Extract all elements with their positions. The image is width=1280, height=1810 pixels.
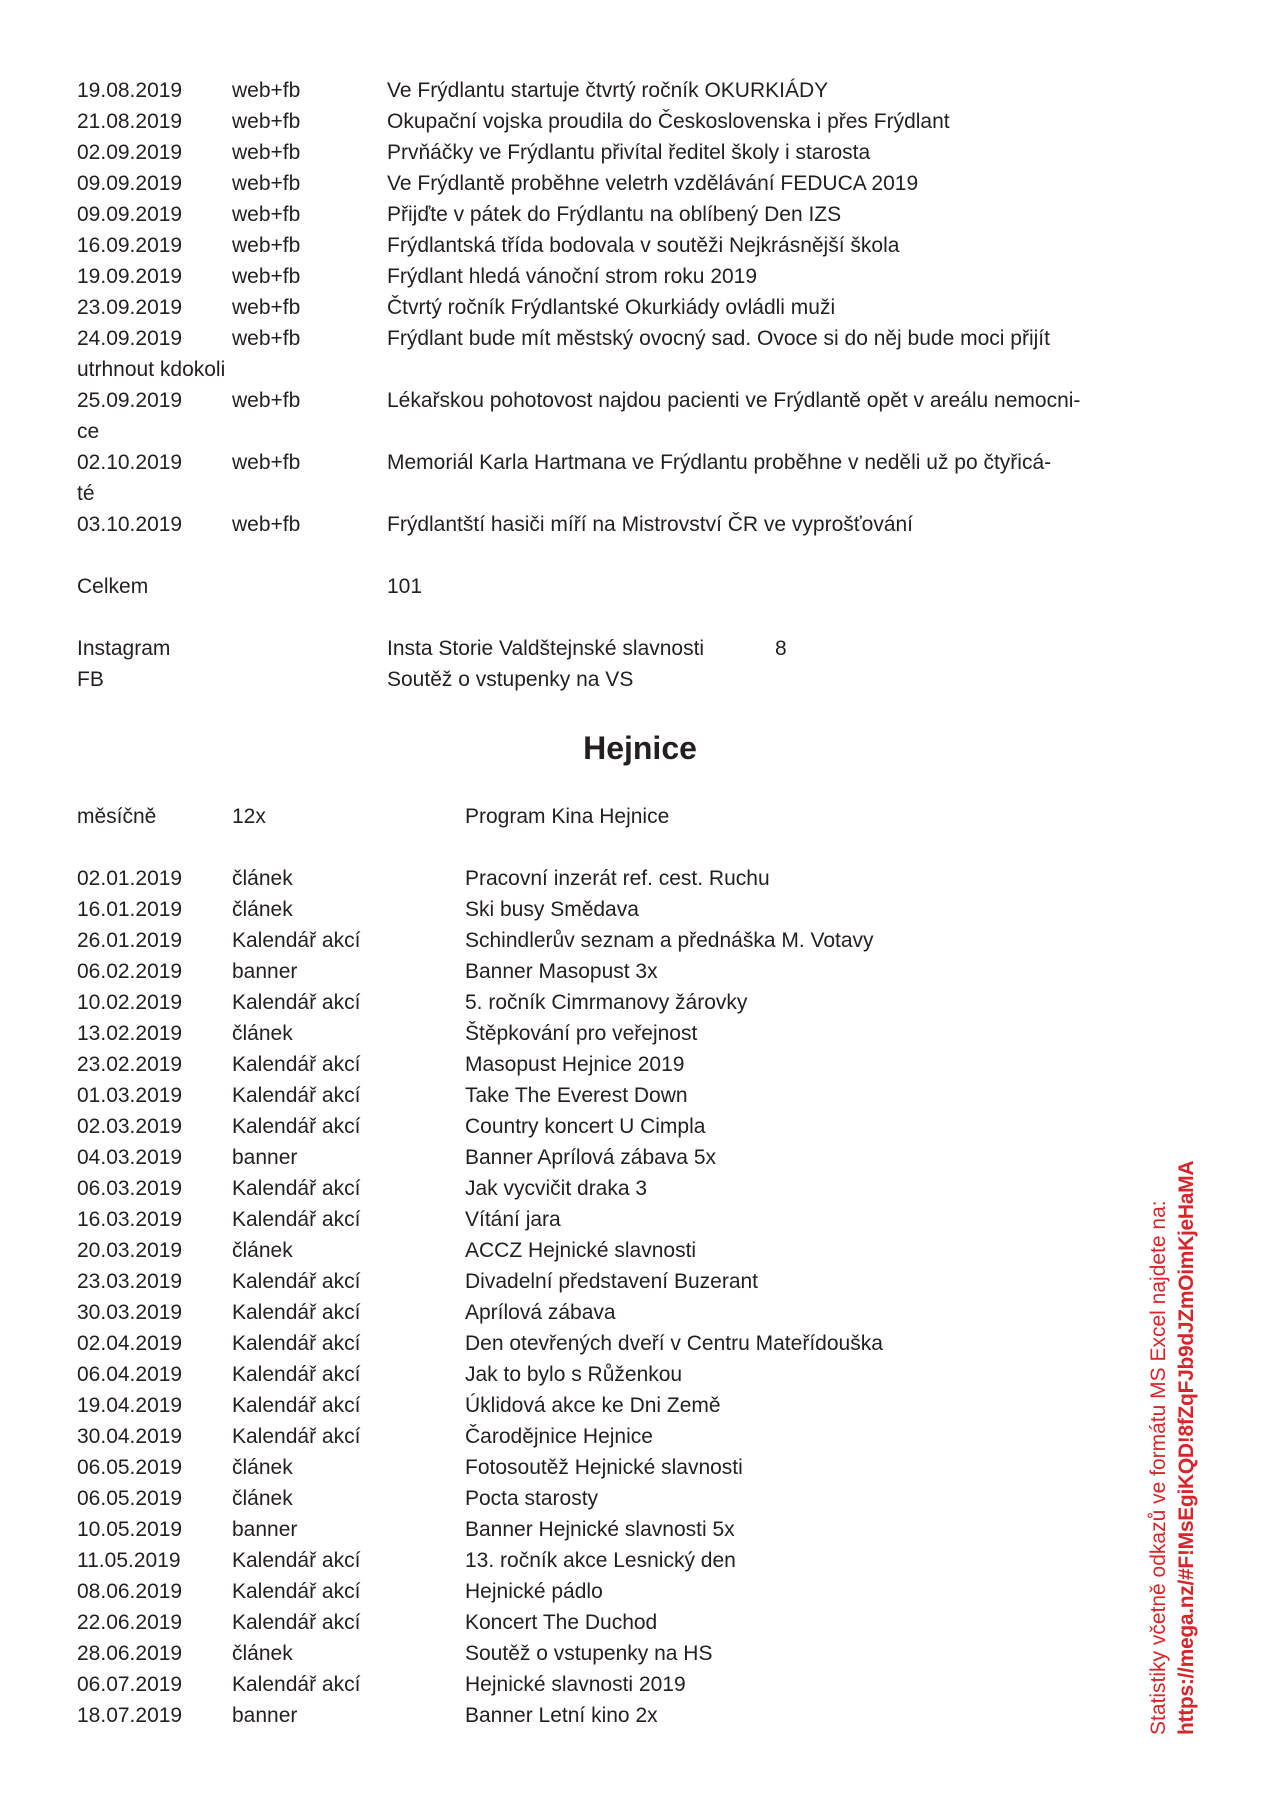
- row-title-continuation: ce: [77, 420, 100, 443]
- social-title: Insta Storie Valdštejnské slavnosti: [387, 637, 705, 660]
- row-title: Divadelní představení Buzerant: [465, 1270, 759, 1293]
- row-title: Pocta starosty: [465, 1487, 599, 1510]
- row-type: článek: [232, 1022, 293, 1045]
- row-type: banner: [232, 1518, 298, 1541]
- table-row: [0, 168, 1280, 199]
- row-date: 06.03.2019: [77, 1177, 183, 1200]
- table-row: [0, 925, 1280, 956]
- table-row: [0, 1390, 1280, 1421]
- row-title: Frýdlant hledá vánoční strom roku 2019: [387, 265, 758, 288]
- row-title: Soutěž o vstupenky na HS: [465, 1642, 713, 1665]
- table-row: [0, 1266, 1280, 1297]
- monthly-title: Program Kina Hejnice: [465, 805, 670, 828]
- row-title: Koncert The Duchod: [465, 1611, 658, 1634]
- table-row: [0, 137, 1280, 168]
- row-date: 02.04.2019: [77, 1332, 183, 1355]
- table-row: [0, 1576, 1280, 1607]
- row-date: 11.05.2019: [77, 1549, 181, 1572]
- row-date: 30.04.2019: [77, 1425, 183, 1448]
- social-row-instagram: [0, 633, 1280, 664]
- table-row: [0, 1545, 1280, 1576]
- row-channel: web+fb: [232, 451, 301, 474]
- row-type: článek: [232, 1456, 293, 1479]
- table-row: [0, 987, 1280, 1018]
- row-type: článek: [232, 1642, 293, 1665]
- row-title: Banner Masopust 3x: [465, 960, 658, 983]
- row-title: Okupační vojska proudila do Československa i přes Frýdlant: [387, 110, 950, 133]
- row-channel: web+fb: [232, 141, 301, 164]
- row-type: Kalendář akcí: [232, 991, 361, 1014]
- table-row: [0, 1359, 1280, 1390]
- table-row: [0, 447, 1280, 478]
- table-row: [0, 1297, 1280, 1328]
- row-date: 19.09.2019: [77, 265, 183, 288]
- row-type: Kalendář akcí: [232, 1208, 361, 1231]
- row-channel: web+fb: [232, 203, 301, 226]
- row-type: Kalendář akcí: [232, 1673, 361, 1696]
- row-title: Přijďte v pátek do Frýdlantu na oblíbený Den IZS: [387, 203, 842, 226]
- total-value: 101: [387, 575, 423, 598]
- row-date: 28.06.2019: [77, 1642, 183, 1665]
- table-row-wrap: [0, 478, 1280, 509]
- row-date: 06.05.2019: [77, 1487, 183, 1510]
- row-channel: web+fb: [232, 327, 301, 350]
- row-date: 06.02.2019: [77, 960, 183, 983]
- row-date: 03.10.2019: [77, 513, 183, 536]
- table-row: [0, 230, 1280, 261]
- row-title: Banner Hejnické slavnosti 5x: [465, 1518, 735, 1541]
- row-date: 23.03.2019: [77, 1270, 183, 1293]
- row-type: banner: [232, 1146, 298, 1169]
- table-row: [0, 1700, 1280, 1731]
- row-date: 06.05.2019: [77, 1456, 183, 1479]
- row-channel: web+fb: [232, 234, 301, 257]
- row-type: banner: [232, 1704, 298, 1727]
- row-title: Jak vycvičit draka 3: [465, 1177, 648, 1200]
- row-title-continuation: utrhnout kdokoli: [77, 358, 226, 381]
- table-row: [0, 509, 1280, 540]
- table-row: [0, 1638, 1280, 1669]
- row-date: 23.02.2019: [77, 1053, 183, 1076]
- row-date: 19.04.2019: [77, 1394, 183, 1417]
- row-date: 21.08.2019: [77, 110, 183, 133]
- row-type: Kalendář akcí: [232, 1394, 361, 1417]
- table-row: [0, 1421, 1280, 1452]
- table-row: [0, 1514, 1280, 1545]
- table-row: [0, 1173, 1280, 1204]
- row-date: 13.02.2019: [77, 1022, 183, 1045]
- row-date: 10.02.2019: [77, 991, 183, 1014]
- row-channel: web+fb: [232, 389, 301, 412]
- row-type: článek: [232, 898, 293, 921]
- table-row: [0, 199, 1280, 230]
- row-type: Kalendář akcí: [232, 1053, 361, 1076]
- table-row: [0, 863, 1280, 894]
- row-type: Kalendář akcí: [232, 1270, 361, 1293]
- row-channel: web+fb: [232, 79, 301, 102]
- row-date: 16.09.2019: [77, 234, 183, 257]
- row-date: 16.01.2019: [77, 898, 183, 921]
- section-heading-hejnice: Hejnice: [583, 730, 697, 766]
- row-date: 02.03.2019: [77, 1115, 183, 1138]
- row-date: 18.07.2019: [77, 1704, 183, 1727]
- row-title-continuation: té: [77, 482, 95, 505]
- table-row: [0, 1080, 1280, 1111]
- row-title: Schindlerův seznam a přednáška M. Votavy: [465, 929, 874, 952]
- row-date: 02.01.2019: [77, 867, 183, 890]
- row-title: Štěpkování pro veřejnost: [465, 1022, 698, 1045]
- row-date: 02.10.2019: [77, 451, 183, 474]
- row-title: Čtvrtý ročník Frýdlantské Okurkiády ovládli muži: [387, 296, 836, 319]
- row-type: Kalendář akcí: [232, 1332, 361, 1355]
- table-row-wrap: [0, 416, 1280, 447]
- row-channel: web+fb: [232, 513, 301, 536]
- table-row: [0, 1235, 1280, 1266]
- table-row: [0, 1669, 1280, 1700]
- row-date: 30.03.2019: [77, 1301, 183, 1324]
- row-title: Čarodějnice Hejnice: [465, 1425, 653, 1448]
- row-title: Ski busy Smědava: [465, 898, 639, 921]
- row-date: 23.09.2019: [77, 296, 183, 319]
- social-count: 8: [775, 637, 787, 660]
- row-date: 24.09.2019: [77, 327, 183, 350]
- row-date: 02.09.2019: [77, 141, 183, 164]
- row-type: Kalendář akcí: [232, 1425, 361, 1448]
- row-type: Kalendář akcí: [232, 929, 361, 952]
- table-row: [0, 1049, 1280, 1080]
- row-date: 08.06.2019: [77, 1580, 183, 1603]
- row-date: 10.05.2019: [77, 1518, 183, 1541]
- row-date: 06.07.2019: [77, 1673, 183, 1696]
- row-date: 25.09.2019: [77, 389, 183, 412]
- row-title: Banner Letní kino 2x: [465, 1704, 658, 1727]
- row-type: Kalendář akcí: [232, 1363, 361, 1386]
- row-type: Kalendář akcí: [232, 1177, 361, 1200]
- social-row-fb: [0, 664, 1280, 695]
- note-text: Statistiky včetně odkazů ve formátu MS Excel najdete na:: [1147, 1200, 1170, 1735]
- row-date: 01.03.2019: [77, 1084, 183, 1107]
- row-title: Prvňáčky ve Frýdlantu přivítal ředitel školy i starosta: [387, 141, 871, 164]
- mega-link[interactable]: https://mega.nz/#F!MsEgiKQD!8fZqFJb9dJZmOimKjeHaMA: [1175, 1160, 1198, 1735]
- table-row: [0, 1452, 1280, 1483]
- table-row: [0, 1607, 1280, 1638]
- row-title: Country koncert U Cimpla: [465, 1115, 706, 1138]
- row-type: článek: [232, 1239, 293, 1262]
- table-row: [0, 894, 1280, 925]
- table-row-wrap: [0, 354, 1280, 385]
- total-label: Celkem: [77, 575, 149, 598]
- row-title: Frýdlantští hasiči míří na Mistrovství ČR ve vyprošťování: [387, 513, 914, 536]
- row-date: 26.01.2019: [77, 929, 183, 952]
- row-title: Banner Aprílová zábava 5x: [465, 1146, 716, 1169]
- row-type: banner: [232, 960, 298, 983]
- row-title: 5. ročník Cimrmanovy žárovky: [465, 991, 748, 1014]
- row-title: ACCZ Hejnické slavnosti: [465, 1239, 697, 1262]
- row-type: Kalendář akcí: [232, 1611, 361, 1634]
- row-type: Kalendář akcí: [232, 1301, 361, 1324]
- row-title: Vítání jara: [465, 1208, 561, 1231]
- row-title: Fotosoutěž Hejnické slavnosti: [465, 1456, 743, 1479]
- social-network: FB: [77, 668, 104, 691]
- table-row: [0, 261, 1280, 292]
- row-channel: web+fb: [232, 110, 301, 133]
- table-row: [0, 385, 1280, 416]
- row-date: 09.09.2019: [77, 203, 183, 226]
- row-channel: web+fb: [232, 265, 301, 288]
- monthly-count: 12x: [232, 805, 266, 828]
- monthly-frequency: měsíčně: [77, 805, 157, 828]
- row-title: Pracovní inzerát ref. cest. Ruchu: [465, 867, 770, 890]
- row-title: Lékařskou pohotovost najdou pacienti ve Frýdlantě opět v areálu nemocni-: [387, 389, 1081, 412]
- row-title: Úklidová akce ke Dni Země: [465, 1394, 721, 1417]
- row-title: Jak to bylo s Růženkou: [465, 1363, 683, 1386]
- table-row: [0, 292, 1280, 323]
- table-row: [0, 106, 1280, 137]
- table-row: [0, 75, 1280, 106]
- table-row: [0, 1111, 1280, 1142]
- table-row: [0, 1142, 1280, 1173]
- row-title: Ve Frýdlantu startuje čtvrtý ročník OKURKIÁDY: [387, 79, 829, 102]
- social-title: Soutěž o vstupenky na VS: [387, 668, 634, 691]
- row-channel: web+fb: [232, 172, 301, 195]
- row-type: článek: [232, 1487, 293, 1510]
- row-date: 19.08.2019: [77, 79, 183, 102]
- row-type: Kalendář akcí: [232, 1084, 361, 1107]
- row-date: 06.04.2019: [77, 1363, 183, 1386]
- monthly-row: [0, 801, 1280, 832]
- table-row: [0, 1204, 1280, 1235]
- row-title: 13. ročník akce Lesnický den: [465, 1549, 736, 1572]
- table-row: [0, 323, 1280, 354]
- row-type: Kalendář akcí: [232, 1549, 361, 1572]
- row-date: 09.09.2019: [77, 172, 183, 195]
- row-date: 22.06.2019: [77, 1611, 183, 1634]
- row-channel: web+fb: [232, 296, 301, 319]
- row-title: Frýdlant bude mít městský ovocný sad. Ovoce si do něj bude moci přijít: [387, 327, 1050, 350]
- row-type: Kalendář akcí: [232, 1115, 361, 1138]
- row-date: 20.03.2019: [77, 1239, 183, 1262]
- row-date: 04.03.2019: [77, 1146, 183, 1169]
- total-row: [0, 571, 1280, 602]
- row-title: Hejnické pádlo: [465, 1580, 603, 1603]
- table-row: [0, 1018, 1280, 1049]
- social-network: Instagram: [77, 637, 171, 660]
- excel-stats-note: [1145, 1045, 1215, 1735]
- row-title: Hejnické slavnosti 2019: [465, 1673, 686, 1696]
- table-row: [0, 1483, 1280, 1514]
- table-row: [0, 956, 1280, 987]
- row-title: Aprílová zábava: [465, 1301, 616, 1324]
- row-date: 16.03.2019: [77, 1208, 183, 1231]
- row-title: Memoriál Karla Hartmana ve Frýdlantu proběhne v neděli už po čtyřicá-: [387, 451, 1052, 474]
- row-title: Masopust Hejnice 2019: [465, 1053, 685, 1076]
- table-row: [0, 1328, 1280, 1359]
- row-title: Take The Everest Down: [465, 1084, 688, 1107]
- row-title: Ve Frýdlantě proběhne veletrh vzdělávání FEDUCA 2019: [387, 172, 919, 195]
- row-title: Frýdlantská třída bodovala v soutěži Nejkrásnější škola: [387, 234, 900, 257]
- row-title: Den otevřených dveří v Centru Mateřídouška: [465, 1332, 883, 1355]
- row-type: článek: [232, 867, 293, 890]
- row-type: Kalendář akcí: [232, 1580, 361, 1603]
